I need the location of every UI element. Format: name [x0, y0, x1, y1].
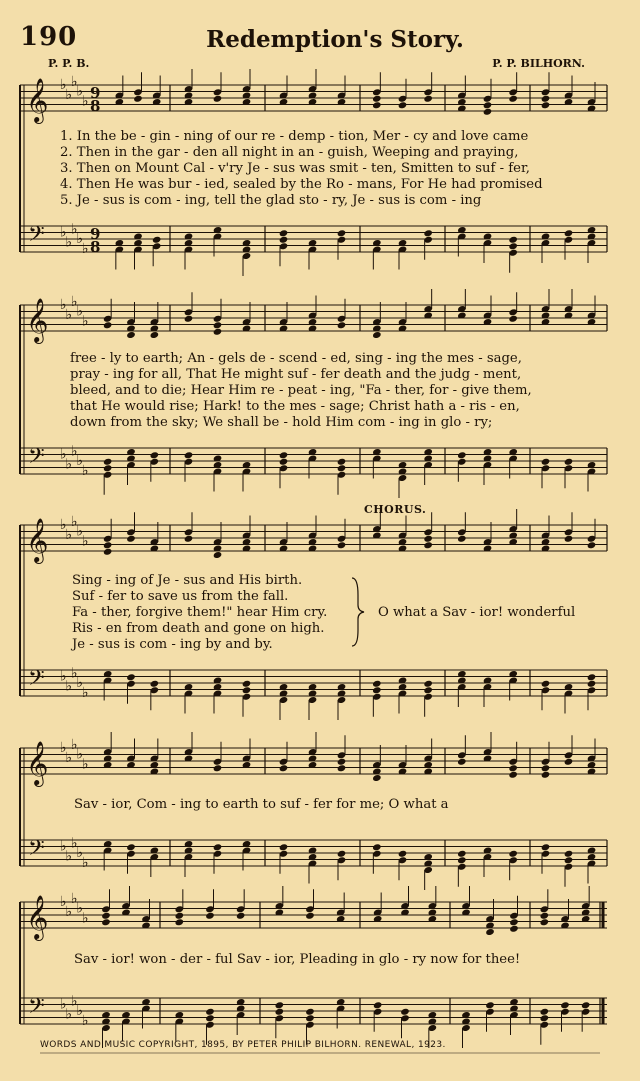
note-head — [337, 850, 347, 858]
treble-clef: 𝄞 — [26, 741, 49, 785]
flat-sign: ♭ — [76, 453, 84, 469]
verse-2-line-2: pray - ing for all, That He might suf - fer death and the judg - ment, — [70, 367, 522, 382]
note-head — [305, 1014, 315, 1022]
bass-clef: 𝄢 — [28, 444, 45, 474]
note-head — [184, 535, 194, 543]
note-head — [372, 680, 382, 688]
note-head — [560, 1001, 570, 1009]
note-head — [457, 758, 467, 766]
treble-clef: 𝄞 — [26, 895, 49, 939]
verse-4-line-3: Ris - en from death and gone on high. — [72, 621, 325, 636]
note-head — [541, 95, 551, 103]
note-head — [508, 236, 518, 244]
flat-sign: ♭ — [82, 684, 89, 701]
bass-clef: 𝄢 — [28, 836, 45, 866]
treble-clef: 𝄞 — [26, 298, 49, 342]
note-head — [508, 850, 518, 858]
flat-sign: ♭ — [60, 740, 67, 756]
flat-sign: ♭ — [76, 746, 84, 763]
flat-sign: ♭ — [76, 1003, 84, 1019]
flat-sign: ♭ — [82, 93, 89, 110]
flat-sign: ♭ — [65, 306, 73, 323]
note-head — [457, 535, 467, 543]
note-head — [564, 856, 574, 864]
flat-sign: ♭ — [60, 446, 67, 463]
note-head — [540, 1008, 550, 1016]
flat-sign: ♭ — [82, 462, 89, 479]
chorus-line-1: O what a Sav - ior! wonderful — [378, 605, 576, 620]
verse-5-line-1: 5. Je - sus is com - ing, tell the glad sto - ry, Je - sus is com - ing — [60, 193, 482, 208]
flat-sign: ♭ — [82, 313, 89, 330]
note-head — [213, 764, 223, 772]
note-head — [400, 1008, 410, 1016]
flat-sign: ♭ — [60, 894, 67, 910]
lyricist-credit: P. P. B. — [48, 57, 90, 70]
verse-1-line-2: free - ly to earth; An - gels de - scend - ed, sing - ing the mes - sage, — [70, 351, 522, 366]
flat-sign: ♭ — [60, 224, 67, 241]
verse-2-line-1: 2. Then in the gar - den all night in an - guish, Weeping and praying, — [60, 145, 519, 160]
verse-3-line-3: Fa - ther, forgive them!" hear Him cry. — [72, 605, 328, 620]
flat-sign: ♭ — [65, 234, 73, 251]
flat-sign: ♭ — [76, 523, 84, 540]
chorus-line-3: Sav - ior! won - der - ful Sav - ior, Pleading in glo - ry now for thee! — [74, 952, 521, 967]
flat-sign: ♭ — [71, 736, 78, 753]
flat-sign: ♭ — [71, 443, 78, 460]
note-head — [423, 680, 433, 688]
composer-credit: P. P. BILHORN. — [492, 57, 585, 70]
note-head — [184, 451, 194, 459]
bass-clef: 𝄢 — [28, 994, 45, 1024]
flat-sign: ♭ — [65, 678, 73, 695]
note-head — [279, 843, 289, 851]
note-head — [150, 331, 160, 339]
note-head — [483, 108, 493, 116]
verse-4-line-1: 4. Then He was bur - ied, sealed by the Ro - mans, For He had promised — [60, 177, 543, 192]
note-head — [372, 95, 382, 103]
note-head — [205, 1008, 215, 1016]
note-head — [508, 95, 518, 103]
note-head — [372, 774, 382, 782]
note-head — [541, 680, 551, 688]
flat-sign: ♭ — [71, 993, 78, 1010]
note-head — [126, 843, 136, 851]
verse-4-line-2: that He would rise; Hark! to the mes - sage; Christ hath a - ris - en, — [70, 399, 520, 414]
flat-sign: ♭ — [82, 854, 89, 871]
note-head — [541, 764, 551, 772]
note-head — [279, 451, 289, 459]
note-head — [564, 850, 574, 858]
flat-sign: ♭ — [60, 77, 67, 93]
note-head — [103, 458, 113, 466]
flat-sign: ♭ — [65, 848, 73, 865]
treble-clef: 𝄞 — [26, 78, 49, 122]
note-head — [508, 315, 518, 323]
verse-5-line-2: down from the sky; We shall be - hold Him com - ing in glo - ry; — [70, 415, 493, 430]
time-signature-bottom: 8 — [90, 238, 101, 256]
note-head — [508, 764, 518, 772]
hymn-title: Redemption's Story. — [206, 26, 464, 53]
note-head — [423, 535, 433, 543]
note-head — [152, 236, 162, 244]
note-head — [398, 850, 408, 858]
note-head — [457, 856, 467, 864]
flat-sign: ♭ — [76, 303, 84, 320]
note-head — [213, 95, 223, 103]
note-head — [373, 1001, 383, 1009]
note-head — [423, 686, 433, 694]
note-head — [372, 101, 382, 109]
note-head — [541, 843, 551, 851]
note-head — [279, 764, 289, 772]
flat-sign: ♭ — [65, 86, 73, 103]
time-signature-top: 9 — [90, 225, 101, 243]
note-head — [564, 229, 574, 237]
note-head — [423, 229, 433, 237]
verse-3-line-1: 3. Then on Mount Cal - v'ry Je - sus was smit - ten, Smitten to suf - fer, — [60, 161, 530, 176]
flat-sign: ♭ — [82, 240, 89, 257]
note-head — [150, 680, 160, 688]
flat-sign: ♭ — [71, 890, 78, 907]
note-head — [337, 458, 347, 466]
note-head — [213, 843, 223, 851]
treble-clef: 𝄞 — [26, 518, 49, 562]
note-head — [213, 551, 223, 559]
note-head — [101, 918, 111, 926]
flat-sign: ♭ — [82, 756, 89, 773]
note-head — [101, 912, 111, 920]
flat-sign: ♭ — [71, 513, 78, 530]
note-head — [236, 912, 246, 920]
flat-sign: ♭ — [76, 83, 84, 100]
verse-5-line-3: Je - sus is com - ing by and by. — [72, 637, 273, 652]
note-head — [457, 850, 467, 858]
note-head — [275, 1001, 285, 1009]
note-head — [541, 458, 551, 466]
note-head — [337, 321, 347, 329]
flat-sign: ♭ — [65, 526, 73, 543]
note-head — [242, 686, 252, 694]
note-head — [305, 1008, 315, 1016]
note-head — [508, 242, 518, 250]
flat-sign: ♭ — [60, 297, 67, 313]
note-head — [398, 101, 408, 109]
note-head — [372, 843, 382, 851]
note-head — [540, 918, 550, 926]
note-head — [423, 95, 433, 103]
note-head — [509, 925, 519, 933]
bass-clef: 𝄢 — [28, 666, 45, 696]
copyright-notice: WORDS AND MUSIC COPYRIGHT, 1895, BY PETER PHILIP BILHORN. RENEWAL, 1923. — [40, 1040, 446, 1050]
chorus-brace — [352, 578, 364, 646]
time-signature-bottom: 8 — [90, 97, 101, 115]
time-signature-top: 9 — [90, 84, 101, 102]
note-head — [587, 680, 597, 688]
note-head — [205, 1014, 215, 1022]
flat-sign: ♭ — [82, 533, 89, 550]
note-head — [205, 912, 215, 920]
note-head — [337, 764, 347, 772]
note-head — [103, 321, 113, 329]
note-head — [103, 464, 113, 472]
note-head — [372, 686, 382, 694]
note-head — [279, 458, 289, 466]
note-head — [541, 101, 551, 109]
flat-sign: ♭ — [60, 838, 67, 855]
note-head — [423, 541, 433, 549]
note-head — [587, 673, 597, 681]
note-head — [337, 541, 347, 549]
flat-sign: ♭ — [60, 668, 67, 685]
flat-sign: ♭ — [65, 456, 73, 473]
note-head — [508, 771, 518, 779]
flat-sign: ♭ — [71, 665, 78, 682]
note-head — [103, 541, 113, 549]
note-head — [133, 95, 143, 103]
note-head — [337, 758, 347, 766]
note-head — [126, 535, 136, 543]
chorus-line-2: Sav - ior, Com - ing to earth to suf - fer for me; O what a — [74, 797, 449, 812]
note-head — [564, 758, 574, 766]
flat-sign: ♭ — [76, 900, 84, 917]
flat-sign: ♭ — [76, 675, 84, 691]
note-head — [485, 1001, 495, 1009]
note-head — [213, 321, 223, 329]
flat-sign: ♭ — [76, 845, 84, 861]
note-head — [540, 1014, 550, 1022]
note-head — [275, 1008, 285, 1016]
note-head — [242, 680, 252, 688]
note-head — [213, 328, 223, 336]
note-head — [457, 451, 467, 459]
flat-sign: ♭ — [60, 517, 67, 533]
note-head — [587, 541, 597, 549]
note-head — [150, 451, 160, 459]
flat-sign: ♭ — [71, 73, 78, 90]
note-head — [483, 101, 493, 109]
note-head — [184, 315, 194, 323]
note-head — [581, 1001, 591, 1009]
note-head — [305, 912, 315, 920]
note-head — [564, 535, 574, 543]
flat-sign: ♭ — [65, 749, 73, 766]
flat-sign: ♭ — [71, 835, 78, 852]
flat-sign: ♭ — [76, 231, 84, 247]
verse-2-line-3: Suf - fer to save us from the fall. — [72, 589, 289, 604]
note-head — [175, 918, 185, 926]
note-head — [509, 918, 519, 926]
note-head — [564, 458, 574, 466]
chorus-label: CHORUS. — [364, 503, 427, 516]
flat-sign: ♭ — [60, 996, 67, 1013]
flat-sign: ♭ — [82, 910, 89, 927]
note-head — [175, 912, 185, 920]
note-head — [103, 548, 113, 556]
bass-clef: 𝄢 — [28, 222, 45, 252]
note-head — [279, 236, 289, 244]
note-head — [541, 771, 551, 779]
note-head — [126, 673, 136, 681]
verse-3-line-2: bleed, and to die; Hear Him re - peat - ing, "Fa - ther, for - give them, — [70, 383, 532, 398]
note-head — [485, 928, 495, 936]
note-head — [372, 331, 382, 339]
flat-sign: ♭ — [71, 221, 78, 238]
flat-sign: ♭ — [65, 903, 73, 920]
flat-sign: ♭ — [82, 1012, 89, 1029]
flat-sign: ♭ — [65, 1006, 73, 1023]
flat-sign: ♭ — [71, 293, 78, 310]
verse-1-line-3: Sing - ing of Je - sus and His birth. — [72, 573, 303, 588]
hymn-number: 190 — [20, 22, 78, 52]
note-head — [337, 229, 347, 237]
note-head — [337, 464, 347, 472]
note-head — [540, 912, 550, 920]
note-head — [126, 331, 136, 339]
note-head — [279, 229, 289, 237]
verse-1-line-1: 1. In the be - gin - ning of our re - demp - tion, Mer - cy and love came — [60, 129, 529, 144]
